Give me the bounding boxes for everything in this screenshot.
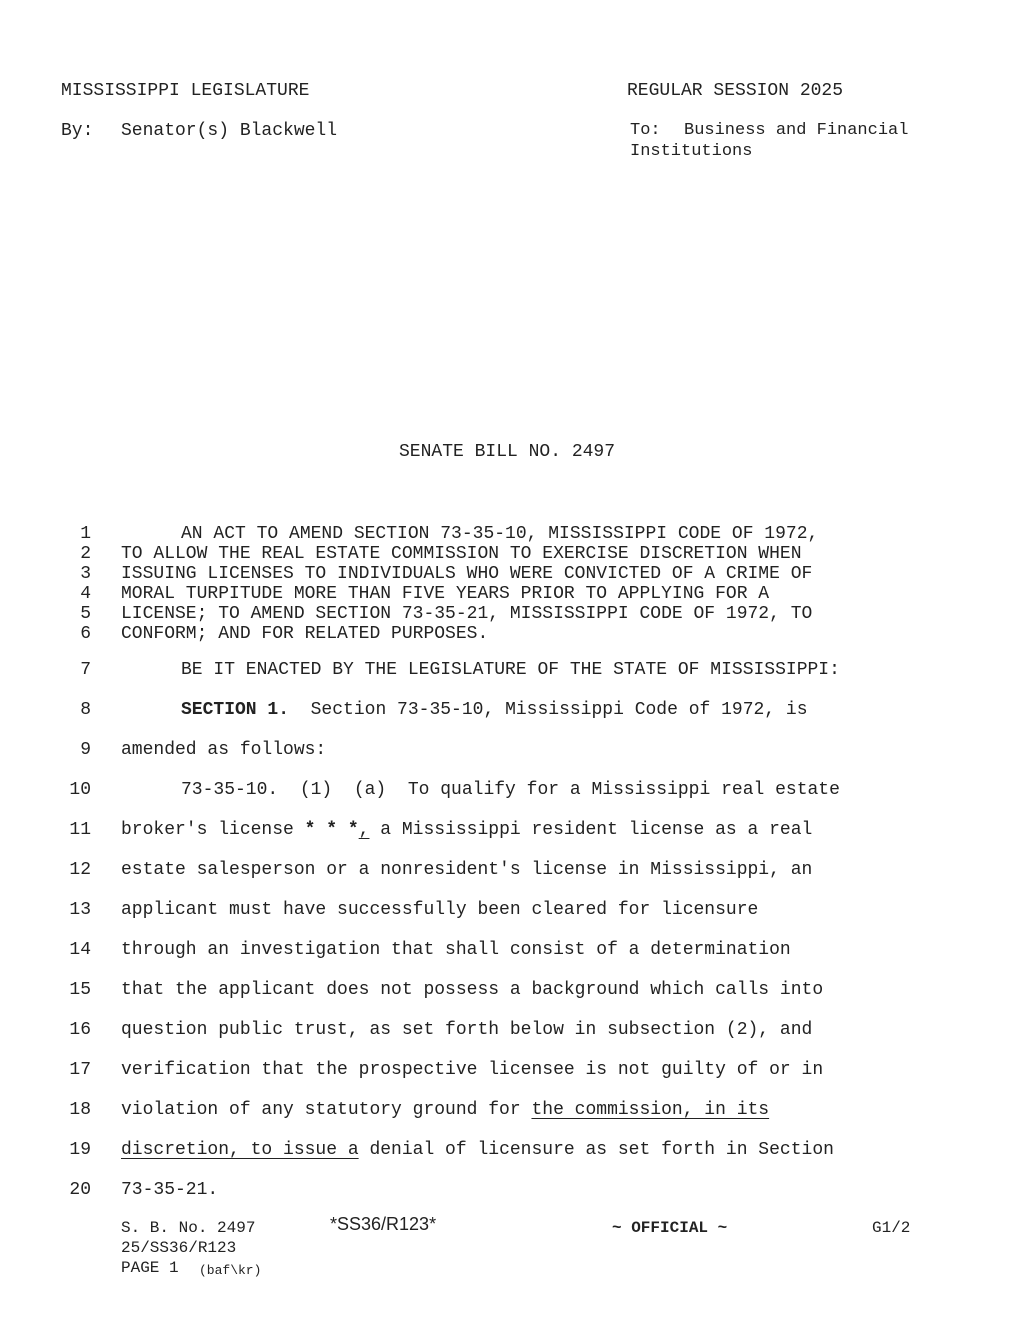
line-number: 1: [80, 524, 91, 544]
line-number: 10: [69, 780, 91, 800]
bill-reference: S. B. No. 2497: [121, 1219, 256, 1237]
section-heading-line: [181, 700, 808, 720]
line-number: 14: [69, 940, 91, 960]
page-number: PAGE 1: [121, 1259, 179, 1277]
line-number: 7: [80, 660, 91, 680]
barcode-label: *SS36/R123*: [330, 1214, 437, 1234]
line-text: applicant must have successfully been cleared for licensure: [121, 900, 759, 920]
line-text: through an investigation that shall consist of a determination: [121, 940, 791, 960]
line-text: a Mississippi resident license as a real: [369, 820, 813, 840]
line-text: denial of licensure as set forth in Section: [358, 1140, 834, 1160]
inserted-text: discretion, to issue a: [121, 1140, 359, 1160]
line-text: amended as follows:: [121, 740, 327, 760]
sponsor-name: Senator(s) Blackwell: [121, 121, 338, 141]
legislature-name: MISSISSIPPI LEGISLATURE: [61, 81, 310, 101]
line-number: 2: [80, 544, 91, 564]
line-number: 12: [69, 860, 91, 880]
line-text: MORAL TURPITUDE MORE THAN FIVE YEARS PRIOR TO APPLYING FOR A: [121, 584, 770, 604]
line-text: estate salesperson or a nonresident's license in Mississippi, an: [121, 860, 813, 880]
line-text: TO ALLOW THE REAL ESTATE COMMISSION TO EXERCISE DISCRETION WHEN: [121, 544, 802, 564]
line-text: 73-35-10. (1) (a) To qualify for a Mississippi real estate: [181, 780, 840, 800]
enacting-clause: BE IT ENACTED BY THE LEGISLATURE OF THE STATE OF MISSISSIPPI:: [181, 660, 840, 680]
typist-initials: (baf\kr): [199, 1263, 262, 1278]
line-number: 18: [69, 1100, 91, 1120]
line-number: 8: [80, 700, 91, 720]
amended-line: [121, 1140, 834, 1160]
line-number: 4: [80, 584, 91, 604]
line-text: broker's license: [121, 820, 305, 840]
amended-line: [121, 1100, 769, 1120]
bill-title: SENATE BILL NO. 2497: [399, 442, 616, 462]
line-text: that the applicant does not possess a background which calls into: [121, 980, 824, 1000]
line-number: 5: [80, 604, 91, 624]
line-number: 9: [80, 740, 91, 760]
inserted-text: ,: [358, 820, 370, 840]
to-label: To:: [630, 121, 661, 140]
line-number: 15: [69, 980, 91, 1000]
line-text: Section 73-35-10, Mississippi Code of 1972, is: [289, 700, 808, 720]
line-number: 13: [69, 900, 91, 920]
line-number: 16: [69, 1020, 91, 1040]
line-number: 6: [80, 624, 91, 644]
version-code: 25/SS36/R123: [121, 1239, 237, 1257]
amended-line: [121, 820, 812, 840]
line-text: 73-35-21.: [121, 1180, 219, 1200]
line-text: ISSUING LICENSES TO INDIVIDUALS WHO WERE CONVICTED OF A CRIME OF: [121, 564, 813, 584]
line-number: 20: [69, 1180, 91, 1200]
deletion-marker: * * *: [304, 820, 359, 840]
committee-line-2: Institutions: [630, 142, 753, 161]
line-text: CONFORM; AND FOR RELATED PURPOSES.: [121, 624, 489, 644]
section-label: SECTION 1.: [181, 700, 290, 720]
official-mark: ~ OFFICIAL ~: [612, 1219, 728, 1237]
line-number: 19: [69, 1140, 91, 1160]
line-number: 3: [80, 564, 91, 584]
session-name: REGULAR SESSION 2025: [627, 81, 844, 101]
page-code: G1/2: [872, 1219, 911, 1237]
line-text: verification that the prospective licensee is not guilty of or in: [121, 1060, 824, 1080]
line-number: 11: [69, 820, 91, 840]
line-text: question public trust, as set forth below in subsection (2), and: [121, 1020, 813, 1040]
line-text: violation of any statutory ground for: [121, 1100, 532, 1120]
inserted-text: the commission, in its: [531, 1100, 770, 1120]
line-text: AN ACT TO AMEND SECTION 73-35-10, MISSISSIPPI CODE OF 1972,: [181, 524, 819, 544]
line-number: 17: [69, 1060, 91, 1080]
by-label: By:: [61, 121, 94, 141]
line-text: LICENSE; TO AMEND SECTION 73-35-21, MISSISSIPPI CODE OF 1972, TO: [121, 604, 813, 624]
committee-line-1: Business and Financial: [684, 121, 909, 140]
